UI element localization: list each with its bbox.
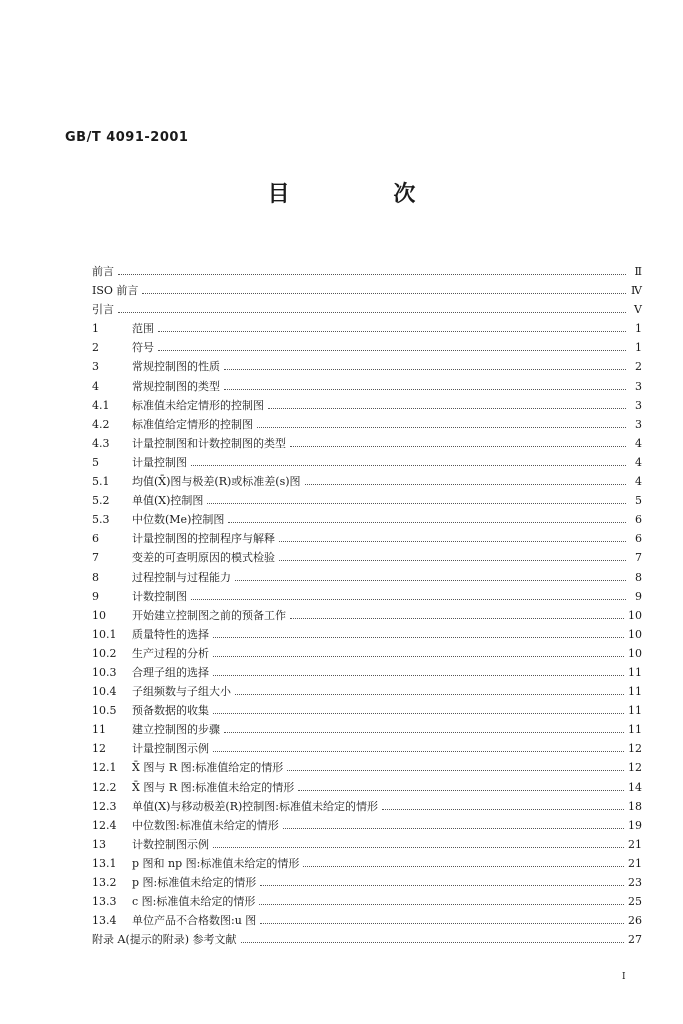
toc-entry[interactable] xyxy=(92,319,642,338)
toc-dot-leader xyxy=(260,912,624,924)
toc-entry-number: 3 xyxy=(92,360,99,374)
toc-entry-page: 14 xyxy=(628,780,642,794)
toc-dot-leader xyxy=(224,378,626,390)
toc-entry-page: 7 xyxy=(635,551,642,565)
toc-entry-page: 3 xyxy=(635,417,642,431)
toc-entry-number: 9 xyxy=(92,589,99,603)
toc-entry-page: 5 xyxy=(635,494,642,508)
toc-entry-number: 13 xyxy=(92,837,106,851)
toc-entry-title: p 图:标准值未给定的情形 xyxy=(132,876,257,889)
toc-entry[interactable] xyxy=(92,606,642,625)
toc-entry[interactable] xyxy=(92,720,642,739)
toc-entry-title: 引言 xyxy=(92,303,114,317)
toc-entry-title: X̄ 图与 R 图:标准值未给定的情形 xyxy=(132,780,295,794)
toc-entry-page: 27 xyxy=(628,933,642,947)
toc-entry-number: 4 xyxy=(92,379,99,393)
toc-entry-title: 过程控制与过程能力 xyxy=(132,570,231,584)
toc-entry-page: Ⅳ xyxy=(631,284,642,298)
toc-entry-title: 前言 xyxy=(92,265,114,278)
toc-entry[interactable] xyxy=(92,778,642,797)
toc-entry-title: 常规控制图的性质 xyxy=(132,360,220,374)
toc-entry-page: 21 xyxy=(628,856,642,870)
toc-dot-leader xyxy=(259,893,624,905)
table-of-contents xyxy=(92,262,642,949)
toc-entry-page: 4 xyxy=(635,455,642,469)
toc-entry-title: 计量控制图示例 xyxy=(132,742,209,756)
toc-entry-title: 质量特性的选择 xyxy=(132,627,209,641)
toc-entry-title: 标准值未给定情形的控制图 xyxy=(132,398,264,412)
toc-entry-page: 1 xyxy=(635,322,642,336)
toc-entry[interactable] xyxy=(92,663,642,682)
toc-entry-number: 10.2 xyxy=(92,646,117,660)
toc-entry-page: 10 xyxy=(628,627,642,641)
toc-entry-number: 12.4 xyxy=(92,818,117,832)
toc-entry-number: 4.3 xyxy=(92,436,110,450)
toc-entry-page: 6 xyxy=(635,532,642,546)
toc-entry-number: 5.3 xyxy=(92,513,110,527)
toc-entry-title: 范围 xyxy=(132,322,154,336)
toc-dot-leader xyxy=(118,263,626,275)
toc-entry-page: 10 xyxy=(628,646,642,660)
toc-dot-leader xyxy=(303,855,624,867)
toc-entry[interactable] xyxy=(92,892,642,911)
toc-entry-number: 13.3 xyxy=(92,895,117,909)
toc-entry-number: 5.1 xyxy=(92,475,110,489)
toc-entry[interactable] xyxy=(92,453,642,472)
toc-entry-number: 10 xyxy=(92,608,106,622)
toc-entry-title: 符号 xyxy=(132,341,154,355)
page-title: 目 次 xyxy=(267,182,464,207)
toc-dot-leader xyxy=(290,607,624,619)
toc-entry[interactable] xyxy=(92,854,642,873)
toc-entry[interactable] xyxy=(92,587,642,606)
toc-entry-title: 标准值给定情形的控制图 xyxy=(132,417,253,431)
toc-entry[interactable] xyxy=(92,548,642,567)
toc-entry[interactable] xyxy=(92,262,642,281)
toc-dot-leader xyxy=(298,779,624,791)
toc-entry[interactable] xyxy=(92,415,642,434)
toc-dot-leader xyxy=(142,282,626,294)
standard-code: GB/T 4091-2001 xyxy=(65,130,189,145)
toc-entry[interactable] xyxy=(92,491,642,510)
toc-entry-page: 10 xyxy=(628,608,642,622)
toc-entry[interactable] xyxy=(92,835,642,854)
toc-entry-page: 4 xyxy=(635,436,642,450)
toc-entry-title: 单值(X)与移动极差(R)控制图:标准值未给定的情形 xyxy=(132,799,378,813)
toc-entry-title: 子组频数与子组大小 xyxy=(132,685,231,699)
toc-entry-page: 11 xyxy=(628,704,642,718)
toc-entry[interactable] xyxy=(92,682,642,701)
toc-dot-leader xyxy=(191,454,626,466)
toc-entry[interactable] xyxy=(92,701,642,720)
toc-entry-page: 3 xyxy=(635,379,642,393)
page-number: Ⅰ xyxy=(622,972,626,982)
toc-entry[interactable] xyxy=(92,529,642,548)
toc-dot-leader xyxy=(228,511,626,523)
toc-entry[interactable] xyxy=(92,739,642,758)
toc-entry[interactable] xyxy=(92,300,642,319)
toc-entry-page: 11 xyxy=(628,685,642,699)
toc-entry-number: 12 xyxy=(92,742,106,756)
toc-dot-leader xyxy=(268,397,626,409)
toc-entry-page: 8 xyxy=(635,570,642,584)
toc-entry-number: 5.2 xyxy=(92,494,110,508)
toc-dot-leader xyxy=(213,664,624,676)
toc-dot-leader xyxy=(213,836,624,848)
toc-entry-title: 均值(X̄)图与极差(R)或标准差(s)图 xyxy=(132,475,301,489)
toc-dot-leader xyxy=(235,683,624,695)
toc-dot-leader xyxy=(224,358,626,370)
toc-entry-number: 7 xyxy=(92,551,99,565)
toc-dot-leader xyxy=(158,320,626,332)
toc-entry-number: 10.5 xyxy=(92,704,117,718)
toc-entry-number: 12.3 xyxy=(92,799,117,813)
toc-entry[interactable] xyxy=(92,472,642,491)
toc-entry-page: 23 xyxy=(628,876,642,889)
toc-entry-page: 11 xyxy=(628,665,642,679)
toc-dot-leader xyxy=(158,339,626,351)
toc-entry-page: 19 xyxy=(628,818,642,832)
toc-entry-title: 单值(X)控制图 xyxy=(132,494,204,508)
toc-entry[interactable] xyxy=(92,644,642,663)
toc-entry-number: 11 xyxy=(92,723,106,737)
toc-entry-number: 8 xyxy=(92,570,99,584)
toc-entry[interactable] xyxy=(92,357,642,376)
toc-entry-title: 计量控制图的控制程序与解释 xyxy=(132,532,275,546)
toc-entry-number: 12.1 xyxy=(92,761,117,775)
toc-dot-leader xyxy=(191,588,626,600)
toc-entry-title: 生产过程的分析 xyxy=(132,646,209,660)
toc-entry-title: 预备数据的收集 xyxy=(132,704,209,718)
toc-entry-title: 常规控制图的类型 xyxy=(132,379,220,393)
toc-entry[interactable] xyxy=(92,281,642,300)
toc-entry-number: 4.2 xyxy=(92,417,110,431)
toc-entry-page: 4 xyxy=(635,475,642,489)
toc-entry-title: 开始建立控制图之前的预备工作 xyxy=(132,608,286,622)
toc-entry-number: 10.4 xyxy=(92,685,117,699)
toc-entry-page: 21 xyxy=(628,837,642,851)
toc-entry-title: 附录 A(提示的附录) 参考文献 xyxy=(92,933,237,947)
toc-entry-title: 中位数(Me)控制图 xyxy=(132,513,225,527)
toc-entry[interactable] xyxy=(92,377,642,396)
toc-entry[interactable] xyxy=(92,510,642,529)
toc-entry-title: 中位数图:标准值未给定的情形 xyxy=(132,818,279,832)
toc-dot-leader xyxy=(279,530,626,542)
toc-entry-page: 6 xyxy=(635,513,642,527)
toc-dot-leader xyxy=(382,798,624,810)
toc-entry[interactable] xyxy=(92,568,642,587)
toc-entry-page: 11 xyxy=(628,723,642,737)
toc-entry-title: p 图和 np 图:标准值未给定的情形 xyxy=(132,856,300,870)
toc-dot-leader xyxy=(290,435,626,447)
toc-entry-number: 10.1 xyxy=(92,627,117,641)
toc-entry-title: ISO 前言 xyxy=(92,284,139,298)
toc-entry-number: 5 xyxy=(92,455,99,469)
toc-dot-leader xyxy=(241,931,624,943)
toc-entry-number: 12.2 xyxy=(92,780,117,794)
toc-entry-page: Ⅴ xyxy=(634,303,642,317)
toc-entry-title: 单位产品不合格数图:u 图 xyxy=(132,914,257,928)
toc-entry-title: 建立控制图的步骤 xyxy=(132,723,220,737)
toc-entry-number: 4.1 xyxy=(92,398,110,412)
toc-dot-leader xyxy=(279,549,626,561)
toc-entry-title: 合理子组的选择 xyxy=(132,665,209,679)
toc-dot-leader xyxy=(213,702,624,714)
toc-entry[interactable] xyxy=(92,625,642,644)
toc-entry[interactable] xyxy=(92,396,642,415)
toc-entry-page: Ⅱ xyxy=(634,265,642,278)
toc-entry-page: 3 xyxy=(635,398,642,412)
toc-entry-number: 10.3 xyxy=(92,665,117,679)
toc-entry-title: c 图:标准值未给定的情形 xyxy=(132,895,256,909)
toc-entry-page: 18 xyxy=(628,799,642,813)
toc-entry[interactable] xyxy=(92,797,642,816)
toc-entry-number: 2 xyxy=(92,341,99,355)
toc-dot-leader xyxy=(207,492,626,504)
toc-entry-title: X̄ 图与 R 图:标准值给定的情形 xyxy=(132,761,284,775)
toc-entry-number: 13.4 xyxy=(92,914,117,928)
toc-entry[interactable] xyxy=(92,911,642,930)
toc-entry-page: 12 xyxy=(628,761,642,775)
toc-entry-number: 13.2 xyxy=(92,876,117,889)
toc-dot-leader xyxy=(118,301,626,313)
toc-dot-leader xyxy=(213,740,624,752)
toc-entry-page: 9 xyxy=(635,589,642,603)
toc-entry[interactable] xyxy=(92,873,642,892)
toc-dot-leader xyxy=(213,645,624,657)
toc-dot-leader xyxy=(260,874,624,886)
toc-entry-title: 计数控制图 xyxy=(132,589,187,603)
toc-dot-leader xyxy=(235,569,626,581)
toc-entry-page: 1 xyxy=(635,341,642,355)
toc-dot-leader xyxy=(213,626,624,638)
toc-entry[interactable] xyxy=(92,816,642,835)
toc-entry[interactable] xyxy=(92,930,642,949)
toc-entry-title: 变差的可查明原因的模式检验 xyxy=(132,551,275,565)
toc-dot-leader xyxy=(224,721,624,733)
toc-entry-number: 6 xyxy=(92,532,99,546)
toc-dot-leader xyxy=(257,416,626,428)
toc-entry-title: 计量控制图 xyxy=(132,455,187,469)
toc-entry-title: 计数控制图示例 xyxy=(132,837,209,851)
toc-entry-title: 计量控制图和计数控制图的类型 xyxy=(132,436,286,450)
toc-dot-leader xyxy=(305,473,626,485)
toc-entry-page: 25 xyxy=(628,895,642,909)
toc-entry[interactable] xyxy=(92,758,642,777)
toc-entry-number: 1 xyxy=(92,322,99,336)
toc-entry-page: 12 xyxy=(628,742,642,756)
toc-entry-page: 26 xyxy=(628,914,642,928)
toc-dot-leader xyxy=(283,817,624,829)
toc-entry-page: 2 xyxy=(635,360,642,374)
toc-entry[interactable] xyxy=(92,434,642,453)
toc-dot-leader xyxy=(287,759,624,771)
toc-entry[interactable] xyxy=(92,338,642,357)
toc-entry-number: 13.1 xyxy=(92,856,117,870)
